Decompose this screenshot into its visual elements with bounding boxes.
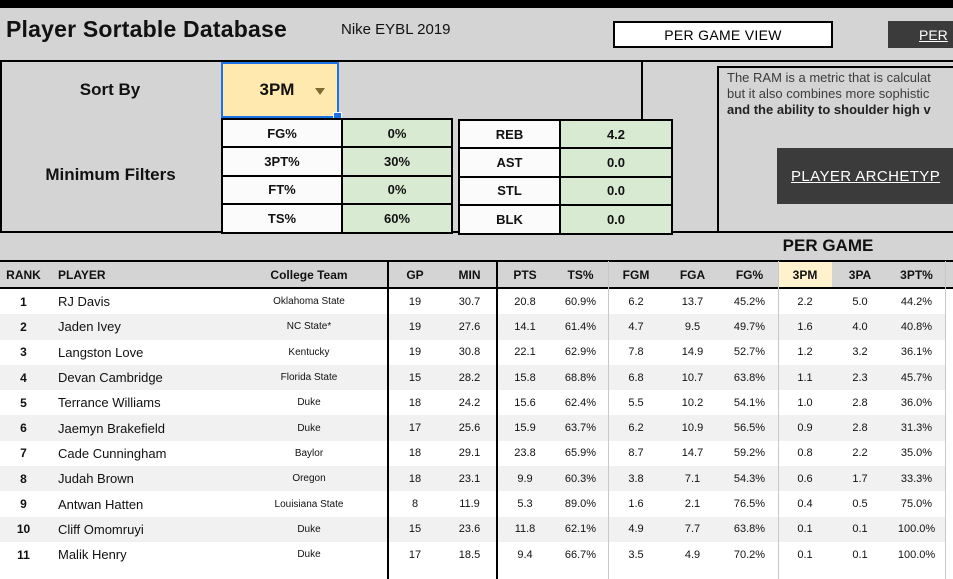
table-row[interactable] (0, 314, 945, 339)
cell-gp[interactable]: 15 (408, 371, 422, 384)
cell-fga[interactable]: 7.7 (684, 523, 701, 536)
cell-3pt-pct[interactable]: 31.3% (900, 422, 933, 435)
sort-by-label: Sort By (79, 80, 141, 99)
cell-3pm[interactable]: 0.1 (797, 523, 813, 536)
cell-rank[interactable]: 7 (20, 446, 27, 461)
column-header-min: MIN (458, 267, 481, 282)
cell-fg-pct[interactable]: 52.7% (733, 346, 766, 359)
cell-fg-pct[interactable]: 70.2% (733, 548, 766, 561)
per-game-view-button[interactable]: PER GAME VIEW (613, 21, 833, 48)
cell-fg-pct[interactable]: 54.1% (733, 396, 766, 409)
cell-fg-pct[interactable]: 45.2% (733, 295, 766, 308)
cell-rank[interactable]: 11 (17, 547, 30, 562)
cell-college-team[interactable]: Oklahoma State (273, 296, 345, 308)
filter-row (222, 204, 452, 232)
filter-value-ast[interactable]: 0.0 (560, 148, 672, 176)
cell-fg-pct[interactable]: 76.5% (733, 498, 766, 511)
column-header-gp: GP (406, 267, 424, 282)
filter-label-stl: STL (459, 177, 560, 205)
table-header-row (0, 262, 945, 287)
cell-player[interactable]: Malik Henry (58, 547, 127, 563)
cell-3pa[interactable]: 2.3 (852, 371, 868, 384)
cell-gp[interactable]: 19 (408, 295, 422, 308)
cell-player[interactable]: RJ Davis (58, 294, 111, 310)
filter-value-ts-pct[interactable]: 60% (342, 204, 452, 232)
cell-fga[interactable]: 10.7 (681, 371, 704, 384)
cell-gp[interactable]: 19 (408, 346, 422, 359)
cell-college-team[interactable]: Duke (297, 397, 321, 409)
cell-3pa[interactable]: 5.0 (852, 295, 868, 308)
cell-fgm[interactable]: 8.7 (628, 447, 644, 460)
cell-3pa[interactable]: 4.0 (852, 320, 868, 333)
filter-label-3pt-pct: 3PT% (222, 147, 342, 175)
cell-college-team[interactable]: Louisiana State (274, 498, 344, 510)
cell-player[interactable]: Cliff Omomruyi (58, 521, 144, 537)
table-row[interactable] (0, 289, 945, 314)
cell-gp[interactable]: 8 (411, 498, 419, 511)
cell-fga[interactable]: 9.5 (684, 320, 701, 333)
table-row[interactable] (0, 517, 945, 542)
cell-min[interactable]: 29.1 (458, 447, 481, 460)
table-row[interactable] (0, 340, 945, 365)
cell-fgm[interactable]: 4.7 (628, 320, 644, 333)
cell-min[interactable]: 23.6 (458, 523, 481, 536)
cell-3pt-pct[interactable]: 100.0% (897, 548, 936, 561)
cell-pts[interactable]: 22.1 (514, 346, 536, 359)
filter-row (222, 147, 452, 175)
cell-gp[interactable]: 18 (408, 472, 422, 485)
secondary-view-button[interactable] (888, 21, 953, 48)
cell-fga[interactable]: 14.7 (681, 447, 704, 460)
cell-fgm[interactable]: 6.2 (628, 295, 644, 308)
cell-3pm[interactable]: 2.2 (797, 295, 813, 308)
column-header-college-team: College Team (270, 267, 348, 282)
cell-3pa[interactable]: 0.5 (852, 498, 868, 511)
filter-label-ft-pct: FT% (222, 176, 342, 204)
filter-row (459, 177, 672, 205)
cell-fg-pct[interactable]: 63.8% (733, 371, 766, 384)
cell-rank[interactable]: 4 (20, 370, 27, 385)
page-title: Player Sortable Database (6, 16, 287, 42)
cell-3pm[interactable]: 0.8 (797, 447, 813, 460)
cell-rank[interactable]: 5 (20, 395, 27, 410)
cell-college-team[interactable]: Kentucky (288, 346, 330, 358)
cell-rank[interactable]: 1 (20, 294, 27, 309)
cell-player[interactable]: Jaden Ivey (58, 319, 121, 335)
column-header-3pa: 3PA (848, 267, 872, 282)
chevron-down-icon[interactable] (315, 88, 325, 95)
cell-fgm[interactable]: 7.8 (628, 346, 644, 359)
cell-player[interactable]: Cade Cunningham (58, 445, 167, 461)
sort-dropdown-cell[interactable] (221, 62, 339, 118)
cell-3pa[interactable]: 1.7 (852, 472, 868, 485)
cell-3pm[interactable]: 0.1 (797, 548, 813, 561)
filter-value-stl[interactable]: 0.0 (560, 177, 672, 205)
cell-min[interactable]: 25.6 (458, 422, 481, 435)
cell-ts-pct[interactable]: 62.4% (564, 396, 597, 409)
cell-3pt-pct[interactable]: 40.8% (900, 320, 933, 333)
filter-label-reb: REB (459, 120, 560, 148)
table-row[interactable] (0, 542, 945, 567)
cell-pts[interactable]: 5.3 (517, 498, 533, 511)
cell-3pm[interactable]: 1.1 (797, 371, 813, 384)
cell-3pa[interactable]: 2.2 (852, 447, 868, 460)
cell-3pm[interactable]: 1.6 (797, 320, 813, 333)
cell-rank[interactable]: 6 (20, 421, 27, 436)
cell-min[interactable]: 11.9 (459, 498, 480, 511)
cell-pts[interactable]: 15.9 (514, 422, 536, 435)
column-header-rank: RANK (6, 267, 41, 282)
cell-3pt-pct[interactable]: 45.7% (900, 371, 933, 384)
cell-3pt-pct[interactable]: 44.2% (900, 295, 933, 308)
filters-box-left-border (0, 60, 2, 232)
cell-ts-pct[interactable]: 89.0% (564, 498, 597, 511)
page-subtitle: Nike EYBL 2019 (341, 21, 451, 38)
cell-ts-pct[interactable]: 62.1% (564, 523, 597, 536)
filter-value-blk[interactable]: 0.0 (560, 205, 672, 233)
filter-label-blk: BLK (459, 205, 560, 233)
cell-ts-pct[interactable]: 60.3% (564, 472, 597, 485)
cell-fg-pct[interactable]: 63.8% (733, 523, 766, 536)
filter-label-fg-pct: FG% (222, 119, 342, 147)
cell-college-team[interactable]: Duke (297, 549, 321, 561)
player-archetype-button[interactable] (777, 148, 953, 204)
cell-gp[interactable]: 19 (408, 320, 422, 333)
cell-player[interactable]: Devan Cambridge (58, 370, 163, 386)
cell-3pt-pct[interactable]: 35.0% (900, 447, 933, 460)
per-game-section-title: PER GAME (782, 236, 874, 255)
cell-player[interactable]: Langston Love (58, 344, 144, 360)
cell-pts[interactable]: 23.8 (514, 447, 536, 460)
cell-fg-pct[interactable]: 56.5% (733, 422, 766, 435)
cell-gp[interactable]: 15 (408, 523, 422, 536)
cell-pts[interactable]: 15.8 (514, 371, 536, 384)
cell-college-team[interactable]: Oregon (292, 473, 326, 485)
table-row[interactable] (0, 365, 945, 390)
cell-ts-pct[interactable]: 62.9% (564, 346, 597, 359)
cell-3pa[interactable]: 0.1 (852, 548, 868, 561)
minimum-filters-label: Minimum Filters (45, 165, 176, 184)
filter-row (459, 148, 672, 176)
secondary-view-button-label: PER (919, 26, 948, 43)
ram-description-line1: The RAM is a metric that is calculat (727, 70, 931, 85)
cell-3pm[interactable]: 1.2 (797, 346, 813, 359)
ram-panel-top-border (717, 66, 953, 68)
cell-3pa[interactable]: 0.1 (852, 523, 868, 536)
cell-3pt-pct[interactable]: 36.1% (900, 346, 933, 359)
cell-player[interactable]: Judah Brown (58, 471, 134, 487)
filter-value-3pt-pct[interactable]: 30% (342, 147, 452, 175)
player-archetype-button-label: PLAYER ARCHETYP (791, 167, 941, 185)
cell-fg-pct[interactable]: 59.2% (733, 447, 766, 460)
sort-value: 3PM (259, 80, 295, 99)
ram-description-line2: but it also combines more sophistic (727, 86, 930, 101)
table-row[interactable] (0, 415, 945, 440)
cell-player[interactable]: Jaemyn Brakefield (58, 420, 165, 436)
filter-label-ts-pct: TS% (222, 204, 342, 232)
cell-min[interactable]: 24.2 (458, 396, 481, 409)
cell-min[interactable]: 18.5 (458, 548, 481, 561)
cell-3pt-pct[interactable]: 75.0% (900, 498, 933, 511)
ram-description-line3: and the ability to shoulder high v (727, 102, 931, 117)
cell-fg-pct[interactable]: 49.7% (733, 320, 766, 333)
cell-3pa[interactable]: 2.8 (852, 422, 868, 435)
cell-min[interactable]: 30.8 (458, 346, 481, 359)
cell-3pm[interactable]: 1.0 (797, 396, 813, 409)
cell-3pt-pct[interactable]: 33.3% (900, 472, 933, 485)
cell-rank[interactable]: 8 (20, 471, 27, 486)
cell-min[interactable]: 28.2 (458, 371, 481, 384)
column-header-3pt-pct: 3PT% (900, 267, 933, 282)
cell-ts-pct[interactable]: 61.4% (564, 320, 597, 333)
column-header-fga: FGA (679, 267, 706, 282)
filter-row (222, 119, 452, 147)
cell-min[interactable]: 30.7 (458, 295, 481, 308)
cell-3pa[interactable]: 3.2 (852, 346, 868, 359)
cell-pts[interactable]: 14.1 (514, 320, 536, 333)
cell-rank[interactable]: 9 (20, 497, 27, 512)
cell-ts-pct[interactable]: 63.7% (564, 422, 597, 435)
cell-fga[interactable]: 10.2 (681, 396, 704, 409)
cell-fga[interactable]: 4.9 (684, 548, 701, 561)
cell-gp[interactable]: 18 (408, 447, 422, 460)
table-row[interactable] (0, 441, 945, 466)
cell-college-team[interactable]: NC State* (286, 321, 332, 333)
cell-ts-pct[interactable]: 66.7% (564, 548, 597, 561)
cell-fga[interactable]: 2.1 (684, 498, 701, 511)
cell-rank[interactable]: 3 (20, 345, 27, 360)
filter-row (222, 176, 452, 204)
cell-ts-pct[interactable]: 60.9% (564, 295, 597, 308)
cell-college-team[interactable]: Duke (297, 422, 321, 434)
cell-pts[interactable]: 9.9 (517, 472, 533, 485)
cell-3pt-pct[interactable]: 100.0% (897, 523, 936, 536)
cell-fgm[interactable]: 6.2 (628, 422, 644, 435)
cell-college-team[interactable]: Florida State (280, 372, 338, 384)
cell-fga[interactable]: 14.9 (681, 346, 704, 359)
cell-pts[interactable]: 9.4 (517, 548, 533, 561)
column-header-pts: PTS (513, 267, 537, 282)
cell-rank[interactable]: 10 (16, 522, 31, 537)
cell-3pt-pct[interactable]: 36.0% (900, 396, 933, 409)
table-body (0, 289, 945, 567)
filter-label-ast: AST (459, 148, 560, 176)
cell-3pa[interactable]: 2.8 (852, 396, 868, 409)
column-header-3pm: 3PM (778, 262, 832, 287)
cell-gp[interactable]: 17 (408, 422, 422, 435)
top-black-bar (0, 0, 953, 8)
filter-row (459, 205, 672, 233)
cell-fga[interactable]: 7.1 (684, 472, 701, 485)
cell-player[interactable]: Terrance Williams (58, 395, 161, 411)
cell-pts[interactable]: 20.8 (514, 295, 536, 308)
column-header-ts-pct: TS% (567, 267, 594, 282)
cell-college-team[interactable]: Baylor (294, 447, 324, 459)
ram-description (727, 70, 953, 118)
cell-3pm[interactable]: 0.4 (797, 498, 813, 511)
column-header-player: PLAYER (58, 267, 106, 282)
cell-fgm[interactable]: 5.5 (628, 396, 644, 409)
cell-college-team[interactable]: Duke (297, 523, 321, 535)
cell-fgm[interactable]: 3.5 (628, 548, 644, 561)
column-header-fg-pct: FG% (735, 267, 764, 282)
cell-fga[interactable]: 13.7 (681, 295, 704, 308)
cell-3pm[interactable]: 0.9 (797, 422, 813, 435)
cell-fgm[interactable]: 4.9 (628, 523, 644, 536)
cell-player[interactable]: Antwan Hatten (58, 496, 144, 512)
cell-gp[interactable]: 18 (408, 396, 422, 409)
divider-under-header (0, 60, 953, 62)
cell-fgm[interactable]: 6.8 (628, 371, 644, 384)
cell-min[interactable]: 23.1 (458, 472, 481, 485)
cell-fg-pct[interactable]: 54.3% (733, 472, 766, 485)
table-row[interactable] (0, 390, 945, 415)
cell-rank[interactable]: 2 (20, 319, 27, 334)
cell-gp[interactable]: 17 (408, 548, 422, 561)
cell-pts[interactable]: 11.8 (514, 523, 536, 536)
table-row[interactable] (0, 466, 945, 491)
column-header-fgm: FGM (622, 267, 650, 282)
filter-value-ft-pct[interactable]: 0% (342, 176, 452, 204)
ram-panel-left-border (717, 66, 719, 232)
sort-row-cell-border (641, 62, 643, 120)
filter-row (459, 120, 672, 148)
filter-table-counting (458, 119, 673, 235)
filter-value-reb[interactable]: 4.2 (560, 120, 672, 148)
cell-ts-pct[interactable]: 65.9% (564, 447, 597, 460)
cell-ts-pct[interactable]: 68.8% (564, 371, 597, 384)
filter-value-fg-pct[interactable]: 0% (342, 119, 452, 147)
cell-pts[interactable]: 15.6 (514, 396, 536, 409)
table-row[interactable] (0, 491, 945, 516)
cell-min[interactable]: 27.6 (458, 320, 481, 333)
cell-fga[interactable]: 10.9 (681, 422, 704, 435)
cell-fgm[interactable]: 3.8 (628, 472, 644, 485)
cell-fgm[interactable]: 1.6 (628, 498, 644, 511)
filter-table-shooting (221, 118, 453, 234)
cell-3pm[interactable]: 0.6 (797, 472, 813, 485)
